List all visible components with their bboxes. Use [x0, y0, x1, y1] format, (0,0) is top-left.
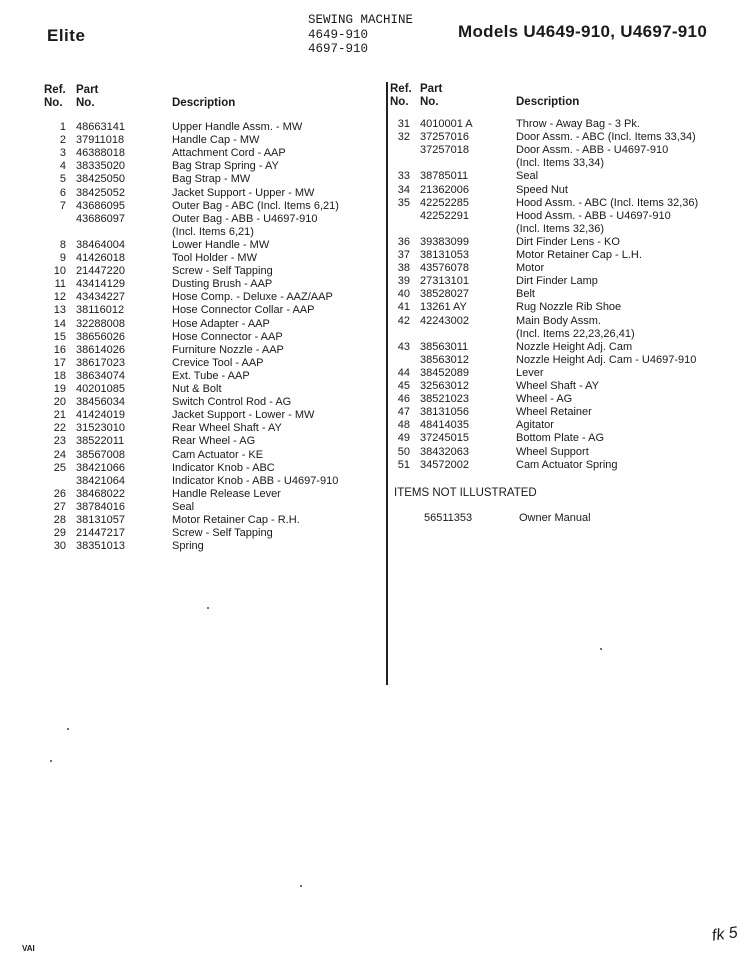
part-description: Speed Nut: [516, 183, 568, 196]
part-number: 38456034: [76, 396, 125, 409]
ref-number: 48: [397, 419, 410, 432]
part-header-line1: Part: [420, 83, 443, 95]
ref-number: 20: [53, 396, 66, 409]
part-number: 38425050: [76, 173, 125, 186]
footer-left-mark: VAI: [22, 944, 35, 953]
part-number: 39383099: [420, 235, 469, 248]
part-number: 38785011: [420, 170, 469, 183]
ref-number: 4: [59, 160, 66, 173]
ref-number: 11: [54, 278, 66, 291]
part-number: 38464004: [76, 238, 125, 251]
part-description: Hose Comp. - Deluxe - AAZ/AAP: [172, 291, 333, 304]
part-description: (Incl. Items 32,36): [516, 222, 605, 235]
part-description: Rug Nozzle Rib Shoe: [516, 301, 622, 314]
part-number: 21447217: [76, 527, 125, 540]
ref-number: 23: [53, 435, 66, 448]
part-number: 43686097: [76, 212, 125, 225]
not-illustrated-part: 56511353: [424, 512, 473, 524]
part-description: Throw - Away Bag - 3 Pk.: [516, 118, 640, 130]
right-part-header: [420, 83, 442, 109]
right-ref-header: [390, 83, 412, 109]
part-description: Tool Holder - MW: [172, 252, 257, 264]
part-description: Indicator Knob - ABC: [172, 461, 275, 474]
part-header-line1: Part: [76, 84, 99, 96]
ref-number: 17: [53, 356, 66, 369]
ref-number: 21: [53, 409, 66, 422]
ref-number: 26: [53, 487, 66, 500]
part-description: Screw - Self Tapping: [172, 265, 273, 278]
subtitle-line-1: SEWING MACHINE: [308, 13, 414, 27]
ref-number: 25: [53, 461, 66, 474]
ref-number: 34: [397, 183, 410, 196]
ref-number: 49: [397, 432, 410, 445]
part-number: 38452089: [420, 366, 469, 379]
ref-number: 31: [397, 118, 410, 130]
part-description: Dirt Finder Lamp: [516, 275, 598, 288]
part-description: Switch Control Rod - AG: [172, 396, 292, 409]
part-number: 43414129: [76, 278, 125, 291]
part-number: 42243002: [420, 314, 469, 327]
part-description: (Incl. Items 33,34): [516, 157, 605, 170]
part-number: 34572002: [420, 458, 469, 471]
part-header-line2: No.: [76, 97, 95, 109]
part-description: Hose Connector Collar - AAP: [172, 304, 315, 317]
part-description: Motor Retainer Cap - L.H.: [516, 249, 642, 261]
part-number: 38432063: [420, 445, 469, 458]
part-number: 43686095: [76, 199, 125, 212]
part-description: Handle Release Lever: [172, 487, 281, 500]
part-description: Dusting Brush - AAP: [172, 278, 273, 291]
part-number: 38528027: [420, 288, 469, 301]
left-description-header: Description: [172, 97, 236, 109]
part-number: 48663141: [76, 121, 125, 133]
part-description: Screw - Self Tapping: [172, 527, 273, 540]
ref-number: 13: [53, 304, 66, 317]
ref-number: 41: [397, 301, 410, 314]
footer-handwritten-mark: fk 5: [710, 924, 739, 945]
part-number: 27313101: [420, 275, 469, 288]
part-number: 38522011: [76, 435, 125, 448]
ref-number: 7: [59, 199, 66, 212]
part-description: Outer Bag - ABB - U4697-910: [172, 212, 318, 225]
part-description: Jacket Support - Lower - MW: [172, 409, 315, 422]
ref-number: 29: [53, 527, 66, 540]
part-number: 43434227: [76, 291, 125, 304]
part-description: Motor Retainer Cap - R.H.: [172, 514, 300, 526]
ref-number: 47: [397, 406, 410, 419]
ref-header-line2: No.: [44, 97, 63, 109]
part-description: Nut & Bolt: [172, 383, 222, 395]
part-number: 38563011: [420, 340, 469, 353]
part-description: Main Body Assm.: [516, 314, 601, 327]
ref-number: 9: [59, 252, 66, 264]
part-description: Bottom Plate - AG: [516, 432, 605, 445]
document-subtitle: [308, 13, 413, 57]
part-description: Hose Adapter - AAP: [172, 317, 270, 330]
ref-number: 39: [397, 275, 410, 288]
part-number: 38131057: [76, 514, 125, 526]
part-number: 38563012: [420, 353, 469, 366]
ref-number: 44: [397, 366, 410, 379]
part-number: 38521023: [420, 393, 469, 406]
part-description: Rear Wheel Shaft - AY: [172, 422, 282, 435]
part-description: Handle Cap - MW: [172, 134, 260, 147]
ref-number: 10: [53, 265, 66, 278]
part-number: 21447220: [76, 265, 125, 278]
part-number: 38425052: [76, 186, 125, 199]
part-number: 32563012: [420, 380, 469, 392]
scan-speck: [600, 648, 602, 650]
part-description: Wheel Support: [516, 445, 589, 458]
part-number: 38614026: [76, 343, 125, 356]
scan-speck: [207, 607, 209, 609]
part-number: 13261 AY: [420, 301, 467, 314]
part-description: Lever: [516, 366, 544, 379]
part-description: Bag Strap - MW: [172, 173, 251, 186]
ref-number: 18: [53, 369, 66, 382]
ref-number: 35: [397, 196, 410, 209]
part-number: 43576078: [420, 262, 469, 275]
part-number: 4010001 A: [420, 118, 473, 130]
part-number: 37257016: [420, 131, 469, 144]
part-description: Dirt Finder Lens - KO: [516, 235, 620, 248]
part-number: 38421066: [76, 461, 125, 474]
ref-number: 45: [397, 380, 410, 392]
ref-number: 2: [59, 134, 66, 147]
part-description: Rear Wheel - AG: [172, 435, 256, 448]
ref-number: 24: [53, 448, 66, 461]
ref-number: 14: [53, 317, 66, 330]
part-number: 42252291: [420, 209, 469, 222]
part-description: Crevice Tool - AAP: [172, 356, 264, 369]
part-number: 38351013: [76, 540, 125, 553]
right-description-header: Description: [516, 96, 580, 108]
ref-number: 42: [397, 314, 410, 327]
ref-header-line2: No.: [390, 96, 409, 108]
ref-number: 6: [59, 186, 66, 199]
subtitle-line-2: 4649-910: [308, 27, 369, 42]
part-description: Agitator: [516, 419, 554, 432]
scan-speck: [300, 885, 302, 887]
ref-number: 19: [53, 383, 66, 395]
ref-number: 27: [53, 500, 66, 513]
part-description: Spring: [172, 540, 204, 553]
part-number: 38656026: [76, 330, 125, 343]
ref-number: 30: [53, 540, 66, 553]
part-number: 21362006: [420, 183, 469, 196]
ref-number: 32: [397, 131, 410, 144]
part-number: 38567008: [76, 448, 125, 461]
part-description: Nozzle Height Adj. Cam - U4697-910: [516, 353, 697, 366]
part-description: Motor: [516, 262, 545, 275]
part-description: (Incl. Items 22,23,26,41): [516, 327, 635, 340]
not-illustrated-description: Owner Manual: [519, 512, 591, 524]
part-description: Attachment Cord - AAP: [172, 147, 286, 160]
ref-number: 12: [53, 291, 66, 304]
part-number: 38131056: [420, 406, 469, 419]
part-description: Cam Actuator - KE: [172, 448, 264, 461]
left-part-header: [76, 84, 98, 110]
not-illustrated-heading: ITEMS NOT ILLUSTRATED: [394, 487, 537, 499]
part-number: 41424019: [76, 409, 125, 422]
part-header-line2: No.: [420, 96, 439, 108]
ref-header-line1: Ref.: [44, 84, 66, 96]
part-description: Outer Bag - ABC (Incl. Items 6,21): [172, 199, 339, 212]
part-number: 38784016: [76, 500, 125, 513]
part-description: Lower Handle - MW: [172, 238, 270, 251]
part-description: Upper Handle Assm. - MW: [172, 121, 303, 133]
subtitle-line-3: 4697-910: [308, 42, 369, 56]
brand-title: Elite: [47, 26, 86, 45]
ref-number: 36: [397, 235, 410, 248]
part-number: 40201085: [76, 383, 125, 395]
part-description: Hose Connector - AAP: [172, 330, 283, 343]
ref-number: 38: [397, 262, 410, 275]
part-description: Indicator Knob - ABB - U4697-910: [172, 474, 339, 487]
part-number: 48414035: [420, 419, 469, 432]
part-description: Wheel Shaft - AY: [516, 380, 599, 392]
part-description: Seal: [172, 500, 195, 513]
part-description: Wheel Retainer: [516, 406, 592, 419]
ref-number: 16: [53, 343, 66, 356]
part-number: 32288008: [76, 317, 125, 330]
part-number: 37257018: [420, 144, 469, 157]
part-number: 38131053: [420, 249, 469, 261]
part-number: 38421064: [76, 474, 125, 487]
part-number: 38468022: [76, 487, 125, 500]
scan-speck: [50, 760, 52, 762]
ref-number: 5: [59, 173, 66, 186]
part-description: Door Assm. - ABB - U4697-910: [516, 144, 669, 157]
part-number: 37911018: [76, 134, 125, 147]
part-number: 31523010: [76, 422, 125, 435]
ref-number: 8: [59, 238, 66, 251]
ref-number: 51: [397, 458, 410, 471]
part-number: 42252285: [420, 196, 469, 209]
ref-number: 40: [397, 288, 410, 301]
ref-number: 43: [397, 340, 410, 353]
part-number: 37245015: [420, 432, 469, 445]
part-description: Hood Assm. - ABB - U4697-910: [516, 209, 671, 222]
part-description: Furniture Nozzle - AAP: [172, 343, 284, 356]
part-description: Wheel - AG: [516, 393, 573, 406]
models-title: Models U4649-910, U4697-910: [458, 22, 708, 41]
ref-header-line1: Ref.: [390, 83, 412, 95]
ref-number: 22: [53, 422, 66, 435]
ref-number: 28: [53, 514, 66, 526]
part-description: Jacket Support - Upper - MW: [172, 186, 315, 199]
ref-number: 46: [397, 393, 410, 406]
left-ref-header: [44, 84, 66, 110]
ref-number: 3: [59, 147, 66, 160]
part-description: Ext. Tube - AAP: [172, 369, 250, 382]
ref-number: 1: [59, 121, 66, 133]
part-number: 38634074: [76, 369, 125, 382]
scan-speck: [67, 728, 69, 730]
part-number: 38335020: [76, 160, 125, 173]
part-description: Nozzle Height Adj. Cam: [516, 340, 633, 353]
part-number: 38617023: [76, 356, 125, 369]
part-number: 41426018: [76, 252, 125, 264]
ref-number: 50: [397, 445, 410, 458]
part-description: Belt: [516, 288, 535, 301]
part-description: Seal: [516, 170, 539, 183]
part-description: Door Assm. - ABC (Incl. Items 33,34): [516, 131, 696, 144]
part-description: Cam Actuator Spring: [516, 458, 618, 471]
ref-number: 15: [53, 330, 66, 343]
part-number: 38116012: [76, 304, 125, 317]
part-description: Bag Strap Spring - AY: [172, 160, 279, 173]
ref-number: 33: [397, 170, 410, 183]
ref-number: 37: [397, 249, 410, 261]
part-description: Hood Assm. - ABC (Incl. Items 32,36): [516, 196, 699, 209]
part-description: (Incl. Items 6,21): [172, 225, 254, 238]
part-number: 46388018: [76, 147, 125, 160]
